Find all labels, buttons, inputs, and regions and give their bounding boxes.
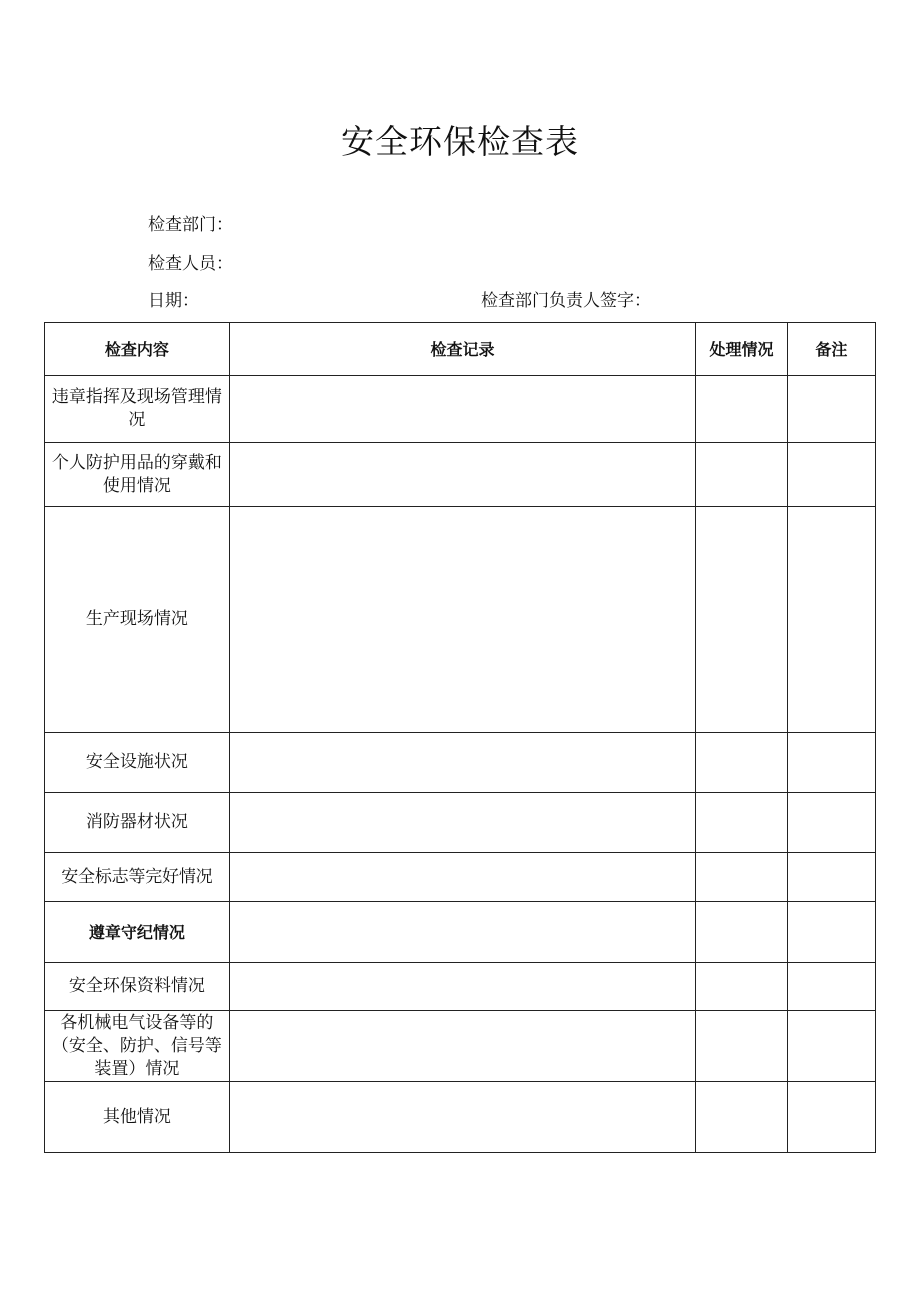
remarks-cell[interactable] <box>787 793 875 853</box>
handling-cell[interactable] <box>696 1011 787 1082</box>
table-row <box>45 443 876 507</box>
remarks-cell[interactable] <box>787 733 875 793</box>
remarks-cell[interactable] <box>787 853 875 902</box>
table-row <box>45 963 876 1011</box>
row-item-label <box>45 902 230 963</box>
remarks-cell[interactable] <box>787 443 875 507</box>
row-item-label <box>45 507 230 733</box>
remarks-cell[interactable] <box>787 902 875 963</box>
table-header-row <box>45 323 876 376</box>
row-item-text: 遵章守纪情况 <box>88 922 185 942</box>
table-row <box>45 1082 876 1153</box>
record-cell[interactable] <box>229 443 696 507</box>
record-cell[interactable] <box>229 733 696 793</box>
row-item-text: 各机械电气设备等的（安全、防护、信号等装置）情况 <box>51 1012 222 1079</box>
remarks-cell[interactable] <box>787 1011 875 1082</box>
table-row <box>45 793 876 853</box>
table-row <box>45 507 876 733</box>
record-cell[interactable] <box>229 1082 696 1153</box>
inspection-table <box>44 322 876 1153</box>
handling-cell[interactable] <box>696 1082 787 1153</box>
table-row <box>45 1011 876 1082</box>
remarks-cell[interactable] <box>787 1082 875 1153</box>
header-content: 检查内容 <box>45 323 230 376</box>
row-item-text: 生产现场情况 <box>85 609 188 629</box>
row-item-label <box>45 1011 230 1082</box>
inspector-label: 检查人员： <box>148 254 233 274</box>
row-item-label <box>45 1082 230 1153</box>
record-cell[interactable] <box>229 853 696 902</box>
row-item-text: 违章指挥及现场管理情况 <box>51 387 222 430</box>
table-row <box>45 733 876 793</box>
handling-cell[interactable] <box>696 853 787 902</box>
row-item-label <box>45 853 230 902</box>
record-cell[interactable] <box>229 376 696 443</box>
remarks-cell[interactable] <box>787 376 875 443</box>
record-cell[interactable] <box>229 793 696 853</box>
table-row <box>45 902 876 963</box>
handling-cell[interactable] <box>696 963 787 1011</box>
record-cell[interactable] <box>229 507 696 733</box>
row-item-label <box>45 793 230 853</box>
record-cell[interactable] <box>229 1011 696 1082</box>
signature-label: 检查部门负责人签字： <box>481 291 651 311</box>
row-item-label <box>45 443 230 507</box>
header-handling: 处理情况 <box>696 323 787 376</box>
handling-cell[interactable] <box>696 443 787 507</box>
header-record: 检查记录 <box>229 323 696 376</box>
page-title: 安全环保检查表 <box>341 122 579 161</box>
handling-cell[interactable] <box>696 902 787 963</box>
remarks-cell[interactable] <box>787 963 875 1011</box>
record-cell[interactable] <box>229 963 696 1011</box>
header-remarks: 备注 <box>787 323 875 376</box>
row-item-text: 安全标志等完好情况 <box>61 866 213 887</box>
remarks-cell[interactable] <box>787 507 875 733</box>
row-item-text: 个人防护用品的穿戴和使用情况 <box>51 452 222 496</box>
record-cell[interactable] <box>229 902 696 963</box>
row-item-label <box>45 963 230 1011</box>
row-item-text: 其他情况 <box>102 1106 171 1127</box>
row-item-text: 安全设施状况 <box>85 752 188 772</box>
row-item-label <box>45 733 230 793</box>
handling-cell[interactable] <box>696 507 787 733</box>
table-row <box>45 853 876 902</box>
table-row <box>45 376 876 443</box>
date-label: 日期： <box>148 291 199 311</box>
row-item-label <box>45 376 230 443</box>
department-label: 检查部门： <box>148 215 233 235</box>
handling-cell[interactable] <box>696 793 787 853</box>
row-item-text: 消防器材状况 <box>85 812 188 832</box>
handling-cell[interactable] <box>696 733 787 793</box>
row-item-text: 安全环保资料情况 <box>68 976 205 996</box>
handling-cell[interactable] <box>696 376 787 443</box>
